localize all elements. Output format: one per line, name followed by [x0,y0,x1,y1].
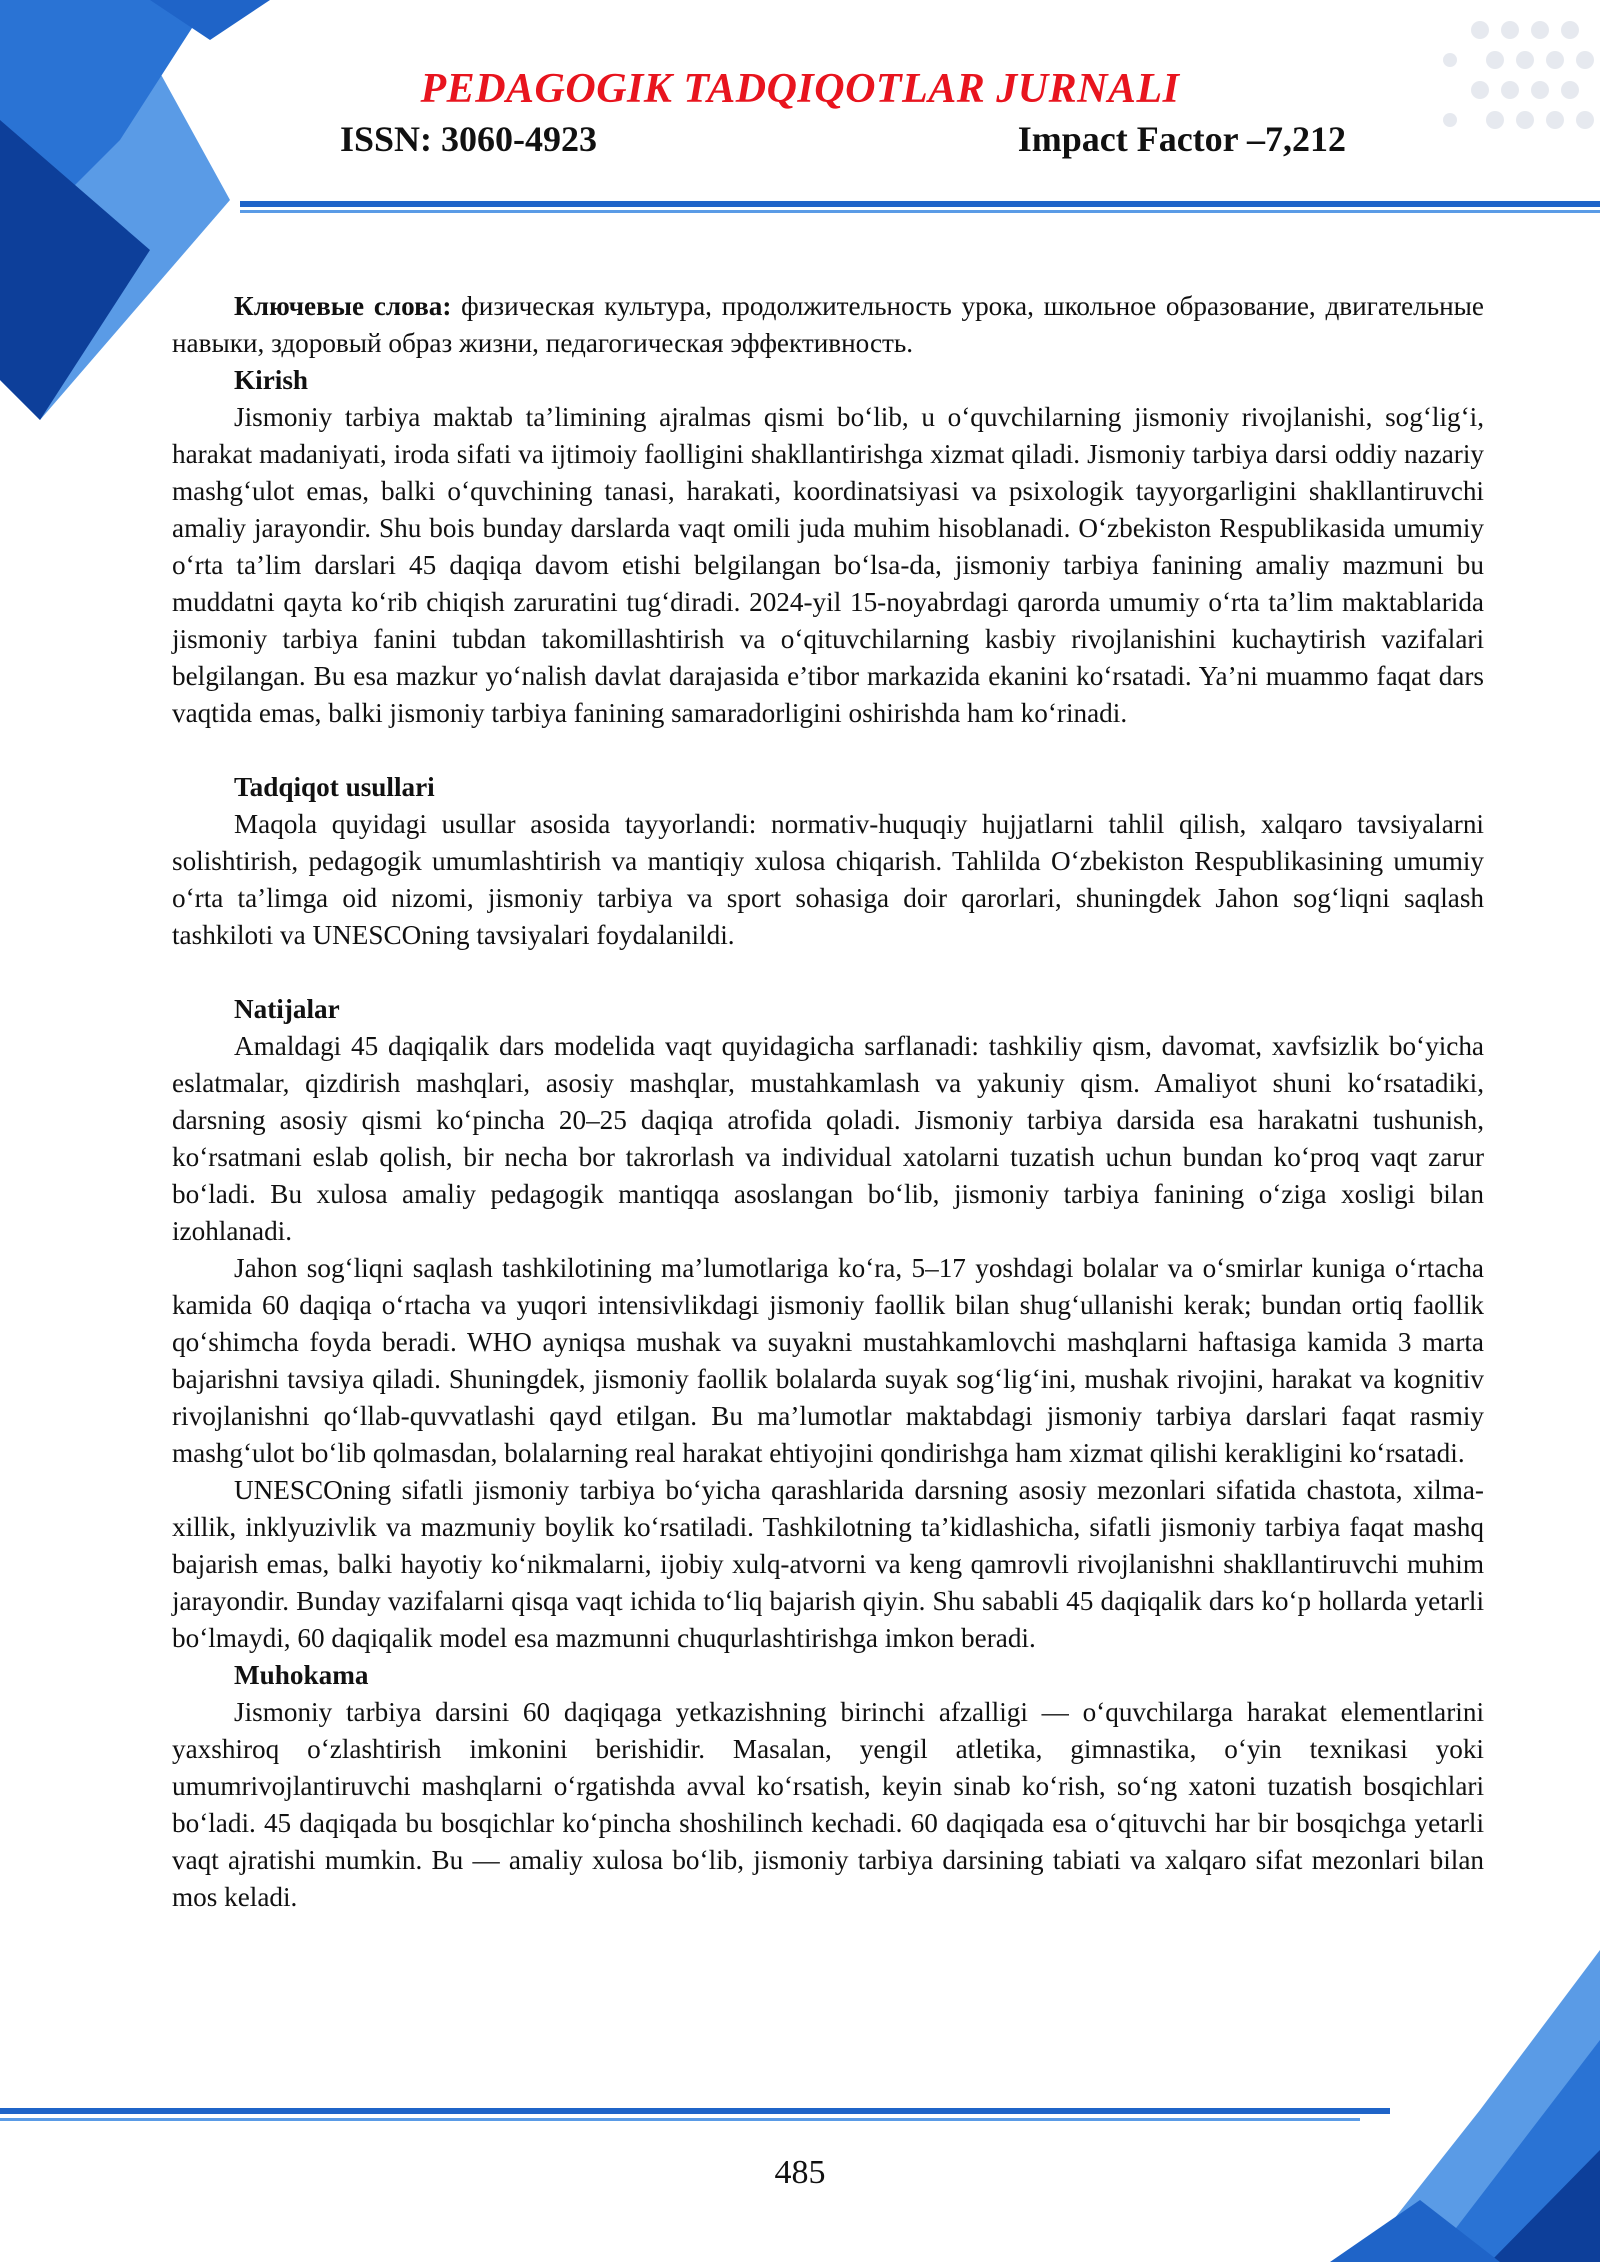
keywords-label: Ключевые слова: [234,291,452,321]
page-number: 485 [774,2154,826,2191]
introduction-paragraph: Jismoniy tarbiya maktab ta’limining ajralmas qismi bo‘lib, u o‘quvchilarning jismoniy rivojlanishi, sog‘lig‘i, harakat madaniyati, iroda sifati va ijtimoiy faolligini shakllantirishga xizmat qiladi. Jismoniy tarbiya darsi oddiy nazariy mashg‘ulot emas, balki o‘quvchining tanasi, harakati, koordinatsiyasi va psixologik tayyorgarligini shakllantiruvchi amaliy jarayondir. Shu bois bunday darslarda vaqt omili juda muhim hisoblanadi. O‘zbekiston Respublikasida umumiy o‘rta ta’lim darslari 45 daqiqa davom etishi belgilangan bo‘lsa-da, jismoniy tarbiya fanining amaliy mazmuni bu muddatni qayta ko‘rib chiqish zaruratini tug‘diradi. 2024-yil 15-noyabrdagi qarorda umumiy o‘rta ta’lim maktablarida jismoniy tarbiya fanini tubdan takomillashtirish va o‘qituvchilarning kasbiy rivojlanishini kuchaytirish vazifalari belgilangan. Bu esa mazkur yo‘nalish davlat darajasida e’tibor markazida ekanini ko‘rsatadi. Ya’ni muammo faqat dars vaqtida emas, balki jismoniy tarbiya fanining samaradorligini oshirishda ham ko‘rinadi. [172,402,1484,728]
methods-paragraph: Maqola quyidagi usullar asosida tayyorlandi: normativ-huquqiy hujjatlarni tahlil qilish, xalqaro tavsiyalarni solishtirish, pedagogik umumlashtirish va mantiqiy xulosa chiqarish. Tahlilda O‘zbekiston Respublikasining umumiy o‘rta ta’limga oid nizomi, jismoniy tarbiya va sport sohasiga doir qarorlari, shuningdek Jahon sog‘liqni saqlash tashkiloti va UNESCOning tavsiyalari foydalanildi. [172,809,1484,950]
impact-factor-label: Impact Factor –7,212 [1017,119,1346,159]
journal-title: PEDAGOGIK TADQIQOTLAR JURNALI [420,66,1180,112]
footer-line-light [0,2118,1360,2121]
results-paragraph-3: UNESCOning sifatli jismoniy tarbiya bo‘yicha qarashlarida darsning asosiy mezonlari sifatida chastota, xilma-xillik, inklyuzivlik va mazmuniy boylik ko‘rsatiladi. Tashkilotning ta’kidlashicha, sifatli jismoniy tarbiya faqat mashq bajarish emas, balki hayotiy ko‘nikmalarni, ijobiy xulq-atvorni va keng qamrovli rivojlanishni shakllantiruvchi muhim jarayondir. Bunday vazifalarni qisqa vaqt ichida to‘liq bajarish qiyin. Shu sababli 45 daqiqalik dars ko‘p hollarda yetarli bo‘lmaydi, 60 daqiqalik model esa mazmunni chuqurlashtirishga imkon beradi. [172,1475,1484,1653]
results-paragraph-1: Amaldagi 45 daqiqalik dars modelida vaqt quyidagicha sarflanadi: tashkiliy qism, davomat, xavfsizlik bo‘yicha eslatmalar, qizdirish mashqlari, asosiy mashqlar, mustahkamlash va yakuniy qism. Amaliyot shuni ko‘rsatadiki, darsning asosiy qismi ko‘pincha 20–25 daqiqa atrofida qoladi. Jismoniy tarbiya darsida esa harakatni tushunish, ko‘rsatmani eslab qolish, bir necha bor takrorlash va individual xatolarni tuzatish uchun bundan ko‘proq vaqt zarur bo‘ladi. Bu xulosa amaliy pedagogik mantiqqa asoslangan bo‘lib, jismoniy tarbiya fanining o‘ziga xosligi bilan izohlanadi. [172,1031,1484,1246]
keywords-paragraph [172,288,1484,362]
issn-label: ISSN: 3060-4923 [340,119,598,159]
section-heading-discussion: Muhokama [234,1660,369,1690]
keywords-text: физическая культура, продолжительность урока, школьное образование, двигательные навыки, здоровый образ жизни, педагогическая эффективность. [172,291,1484,358]
discussion-paragraph: Jismoniy tarbiya darsini 60 daqiqaga yetkazishning birinchi afzalligi — o‘quvchilarga harakat elementlarini yaxshiroq o‘zlashtirish imkonini berishidir. Masalan, yengil atletika, gimnastika, o‘yin texnikasi yoki umumrivojlantiruvchi mashqlarni o‘rgatishda avval ko‘rsatish, keyin sinab ko‘rish, so‘ng xatoni tuzatish bosqichlari bo‘ladi. 45 daqiqada bu bosqichlar ko‘pincha shoshilinch kechadi. 60 daqiqada esa o‘qituvchi har bir bosqichga yetarli vaqt ajratishi mumkin. Bu — amaliy xulosa bo‘lib, jismoniy tarbiya darsining tabiati va xalqaro sifat mezonlari bilan mos keladi. [172,1697,1484,1912]
results-paragraph-2: Jahon sog‘liqni saqlash tashkilotining ma’lumotlariga ko‘ra, 5–17 yoshdagi bolalar va o‘smirlar kuniga o‘rtacha kamida 60 daqiqa o‘rtacha va yuqori intensivlikdagi jismoniy faollik bilan shug‘ullanishi kerak; bundan ortiq faollik qo‘shimcha foyda beradi. WHO ayniqsa mushak va suyakni mustahkamlovchi mashqlarni haftasiga kamida 3 marta bajarishni tavsiya qiladi. Shuningdek, jismoniy faollik bolalarda suyak sog‘lig‘ini, mushak rivojini, harakat va kognitiv rivojlanishni qo‘llab-quvvatlashi qayd etilgan. Bu ma’lumotlar maktabdagi jismoniy tarbiya darslari faqat rasmiy mashg‘ulot bo‘lib qolmasdan, bolalarning real harakat ehtiyojini qondirishga ham xizmat qilishi kerakligini ko‘rsatadi. [172,1253,1484,1468]
section-heading-results: Natijalar [234,994,340,1024]
article-body [172,288,1484,1916]
header-line-light [240,210,1600,213]
journal-header [0,0,1600,200]
spacer [172,732,1484,769]
section-heading-methods: Tadqiqot usullari [234,772,435,802]
spacer [172,954,1484,991]
footer-line-dark [0,2108,1390,2114]
header-line-dark [240,201,1600,207]
section-heading-introduction: Kirish [234,365,309,395]
